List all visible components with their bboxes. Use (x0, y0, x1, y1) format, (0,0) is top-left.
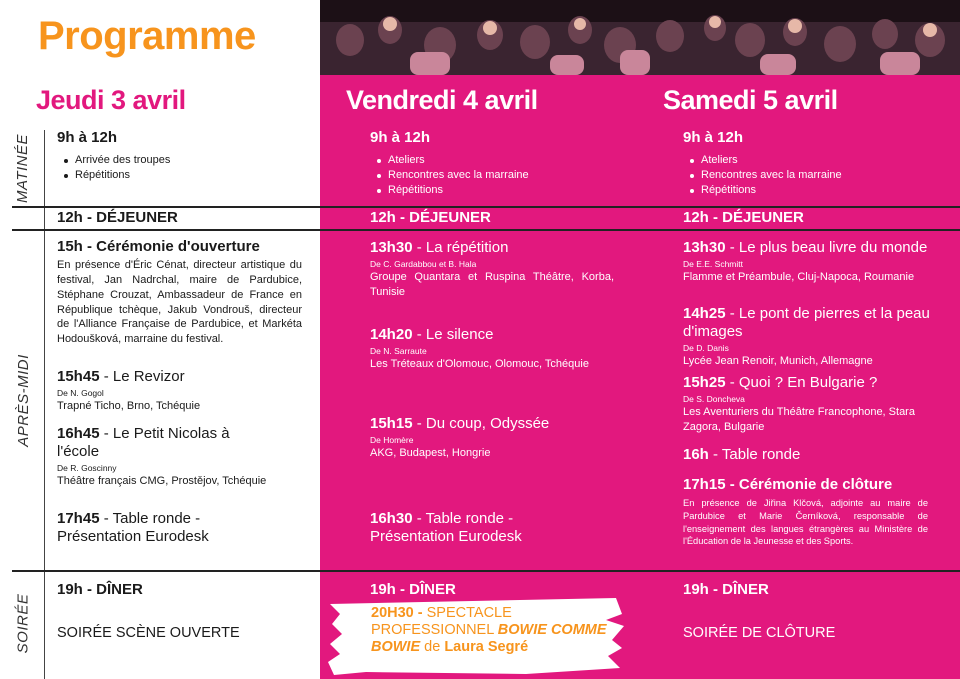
event-time: 15h15 (370, 415, 413, 432)
event-title: - Table ronde (708, 446, 801, 463)
event-time: 16h (683, 446, 709, 463)
day-title-thursday: Jeudi 3 avril (36, 85, 186, 115)
event-table-ronde-friday (370, 510, 570, 546)
event-author: De Homère (370, 435, 414, 445)
event-closing-ceremony (683, 476, 928, 548)
dinner-saturday: 19h - DÎNER (683, 581, 769, 598)
event-pont-de-pierres (683, 305, 933, 369)
event-title: - Quoi ? En Bulgarie ? (725, 374, 878, 391)
event-time: 14h20 (370, 326, 413, 343)
dinner-friday: 19h - DÎNER (370, 581, 456, 598)
event-info: En présence de Jiřina Klčová, adjointe au maire de Pardubice et Marie Černíková, responsable de l'enseignement des langues étrangères au Ministère de l'Éducation de la Jeunesse et des Sports. (683, 498, 928, 547)
event-time: 13h30 (370, 239, 413, 256)
event-troupe: Lycée Jean Renoir, Munich, Allemagne (683, 355, 873, 368)
event-quoi-en-bulgarie (683, 374, 933, 435)
event-time: 14h25 (683, 305, 726, 322)
list-item: Répétitions (64, 168, 307, 183)
section-label-morning: MATINÉE (14, 133, 32, 203)
event-troupe: Trapné Ticho, Brno, Tchéquie (57, 400, 201, 413)
show-label: SPECTACLE PROFESSIONNEL (371, 605, 512, 639)
lunch-thursday: 12h - DÉJEUNER (57, 209, 178, 226)
event-du-coup-odyssee (370, 415, 614, 461)
dinner-thursday: 19h - DÎNER (57, 581, 143, 598)
event-opening-ceremony (57, 238, 302, 347)
lunch-saturday: 12h - DÉJEUNER (683, 209, 804, 226)
section-label-afternoon: APRÈS-MIDI (14, 353, 32, 447)
event-info: En présence d'Éric Cénat, directeur artistique du festival, Jan Nadrchal, maire de Pardubice, Stéphane Crouzat, Ambassadeur de France en République tchèque, Jakub Vondrouš, directeur de l'Alliance Française de Pardubice, et Markéta Hodoušková, marraine du festival. (57, 259, 302, 346)
event-author: De E.E. Schmitt (683, 259, 743, 269)
event-author: De D. Danis (683, 343, 729, 353)
event-la-repetition (370, 239, 614, 300)
event-table-ronde-saturday (683, 446, 933, 464)
event-title: - Le silence (412, 326, 494, 343)
event-title: - Le Petit Nicolas à l'école (57, 425, 230, 460)
event-title: - Le plus beau livre du monde (725, 239, 928, 256)
section-label-evening: SOIRÉE (14, 593, 32, 653)
event-time: 15h25 (683, 374, 726, 391)
event-petit-nicolas (57, 425, 302, 489)
morning-thursday (57, 128, 307, 183)
event-time: 13h30 (683, 239, 726, 256)
event-author: De R. Goscinny (57, 463, 117, 473)
morning-time: 9h à 12h (57, 129, 118, 146)
divider-evening (12, 570, 960, 572)
event-author: De N. Sarraute (370, 346, 427, 356)
show-de: de (420, 639, 445, 656)
event-table-ronde-thursday (57, 510, 257, 546)
event-time: 16h45 (57, 425, 100, 442)
event-time: 15h - Cérémonie d'ouverture (57, 238, 260, 255)
list-item: Rencontres avec la marraine (690, 168, 933, 183)
morning-time: 9h à 12h (370, 129, 431, 146)
event-title: - Le pont de pierres et la peau d'images (683, 305, 930, 340)
event-troupe: Les Aventuriers du Théâtre Francophone, Stara Zagora, Bulgarie (683, 406, 915, 433)
event-troupe: Flamme et Préambule, Cluj-Napoca, Roumanie (683, 271, 915, 284)
list-item: Ateliers (377, 153, 620, 168)
morning-saturday (683, 128, 933, 198)
show-artist: Laura Segré (444, 639, 529, 656)
event-troupe: AKG, Budapest, Hongrie (370, 447, 491, 460)
event-time: 17h45 (57, 510, 100, 527)
divider-lunch-bottom (12, 229, 960, 231)
event-author: De S. Doncheva (683, 394, 745, 404)
morning-friday (370, 128, 620, 198)
lunch-friday: 12h - DÉJEUNER (370, 209, 491, 226)
morning-time: 9h à 12h (683, 129, 744, 146)
show-time: 20H30 - (371, 605, 427, 621)
event-plus-beau-livre (683, 239, 933, 285)
list-item: Répétitions (377, 183, 620, 198)
event-title: - Le Revizor (99, 368, 185, 385)
event-title: - Table ronde - Présentation Eurodesk (57, 510, 209, 545)
event-time: 17h15 - Cérémonie de clôture (683, 476, 893, 493)
day-title-friday: Vendredi 4 avril (346, 85, 538, 115)
vertical-divider (44, 130, 45, 679)
event-time: 15h45 (57, 368, 100, 385)
header-photo (320, 0, 960, 75)
event-troupe: Les Tréteaux d'Olomouc, Olomouc, Tchéquie (370, 358, 589, 371)
evening-thursday: SOIRÉE SCÈNE OUVERTE (57, 625, 240, 641)
event-revizor (57, 368, 302, 414)
list-item: Ateliers (690, 153, 933, 168)
event-author: De C. Gardabbou et B. Hala (370, 259, 477, 269)
event-author: De N. Gogol (57, 388, 104, 398)
list-item: Arrivée des troupes (64, 153, 307, 168)
list-item: Rencontres avec la marraine (377, 168, 620, 183)
event-title: - La répétition (412, 239, 509, 256)
programme-title: Programme (38, 14, 256, 58)
day-title-saturday: Samedi 5 avril (663, 85, 838, 115)
event-time: 16h30 (370, 510, 413, 527)
show-title: BOWIE COMME BOWIE (371, 622, 607, 656)
event-troupe: Théâtre français CMG, Prostějov, Tchéquie (57, 475, 267, 488)
event-le-silence (370, 326, 614, 372)
event-title: - Du coup, Odyssée (412, 415, 550, 432)
event-troupe: Groupe Quantara et Ruspina Théâtre, Korba, Tunisie (370, 271, 614, 299)
evening-friday-show (371, 605, 621, 656)
event-title: - Table ronde - Présentation Eurodesk (370, 510, 522, 545)
list-item: Répétitions (690, 183, 933, 198)
evening-saturday: SOIRÉE DE CLÔTURE (683, 625, 836, 641)
